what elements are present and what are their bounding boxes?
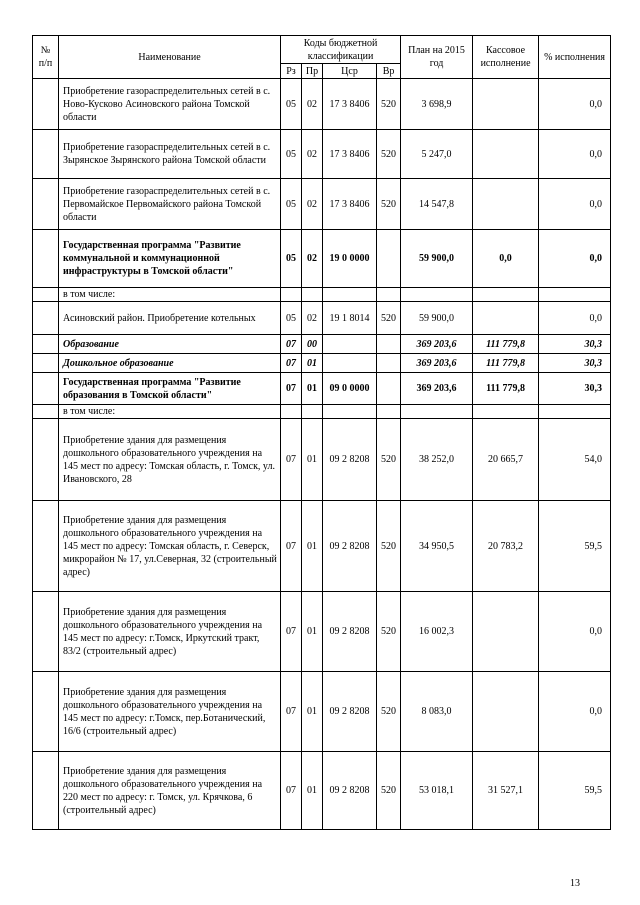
- cell-vr: 520: [377, 130, 401, 179]
- cell-name: в том числе:: [59, 405, 281, 419]
- cell-csr: [323, 405, 377, 419]
- header-pct: % исполнения: [539, 36, 611, 79]
- cell-pct: 0,0: [539, 79, 611, 130]
- cell-csr: 19 1 8014: [323, 302, 377, 335]
- header-pr: Пр: [302, 64, 323, 79]
- cell-plan: [401, 288, 473, 302]
- cell-num: [33, 373, 59, 405]
- cell-cash: 20 665,7: [473, 419, 539, 501]
- cell-plan: 59 900,0: [401, 230, 473, 288]
- cell-plan: 34 950,5: [401, 501, 473, 592]
- cell-rz: 07: [281, 501, 302, 592]
- cell-pr: 02: [302, 230, 323, 288]
- cell-vr: 520: [377, 79, 401, 130]
- cell-csr: 09 2 8208: [323, 419, 377, 501]
- cell-csr: 17 3 8406: [323, 79, 377, 130]
- cell-name: Приобретение газораспределительных сетей в с. Зырянское Зырянского района Томской области: [59, 130, 281, 179]
- cell-csr: 17 3 8406: [323, 130, 377, 179]
- cell-name: Государственная программа "Развитие коммунальной и коммунационной инфраструктуры в Томской области": [59, 230, 281, 288]
- table-row: [33, 419, 611, 501]
- cell-rz: 07: [281, 335, 302, 354]
- cell-plan: 3 698,9: [401, 79, 473, 130]
- cell-csr: [323, 335, 377, 354]
- cell-name: Государственная программа "Развитие образования в Томской области": [59, 373, 281, 405]
- cell-vr: 520: [377, 302, 401, 335]
- cell-rz: 07: [281, 419, 302, 501]
- cell-pct: 0,0: [539, 230, 611, 288]
- table-row: [33, 230, 611, 288]
- table-row: [33, 130, 611, 179]
- cell-cash: [473, 79, 539, 130]
- cell-vr: [377, 354, 401, 373]
- cell-pct: 0,0: [539, 130, 611, 179]
- cell-cash: 0,0: [473, 230, 539, 288]
- cell-num: [33, 672, 59, 752]
- cell-pr: 02: [302, 130, 323, 179]
- cell-rz: 05: [281, 302, 302, 335]
- cell-csr: 09 2 8208: [323, 752, 377, 830]
- cell-plan: 38 252,0: [401, 419, 473, 501]
- cell-rz: 07: [281, 354, 302, 373]
- cell-plan: 369 203,6: [401, 335, 473, 354]
- budget-table: [32, 35, 611, 830]
- table-row: [33, 752, 611, 830]
- cell-cash: [473, 302, 539, 335]
- cell-cash: [473, 179, 539, 230]
- cell-name: Приобретение здания для размещения дошкольного образовательного учреждения на 145 мест по адресу: г.Томск, Иркутский тракт, 83/2 (строительный адрес): [59, 592, 281, 672]
- cell-num: [33, 230, 59, 288]
- cell-vr: 520: [377, 752, 401, 830]
- cell-vr: 520: [377, 501, 401, 592]
- header-csr: Цср: [323, 64, 377, 79]
- header-codes: Коды бюджетной классификации: [281, 36, 401, 64]
- cell-rz: 07: [281, 592, 302, 672]
- cell-name: Образование: [59, 335, 281, 354]
- table-row: [33, 672, 611, 752]
- cell-vr: 520: [377, 179, 401, 230]
- cell-pct: 59,5: [539, 501, 611, 592]
- header-plan: План на 2015 год: [401, 36, 473, 79]
- cell-cash: [473, 672, 539, 752]
- cell-num: [33, 130, 59, 179]
- cell-pr: 01: [302, 592, 323, 672]
- cell-plan: 14 547,8: [401, 179, 473, 230]
- cell-csr: 09 2 8208: [323, 592, 377, 672]
- cell-pct: 30,3: [539, 354, 611, 373]
- table-row: [33, 302, 611, 335]
- cell-pct: 0,0: [539, 672, 611, 752]
- cell-rz: 05: [281, 230, 302, 288]
- cell-name: Приобретение здания для размещения дошкольного образовательного учреждения на 220 мест по адресу: г. Томск, ул. Крячкова, 6 (строительный адрес): [59, 752, 281, 830]
- header-rz: Рз: [281, 64, 302, 79]
- cell-pct: [539, 288, 611, 302]
- cell-pr: 00: [302, 335, 323, 354]
- cell-num: [33, 354, 59, 373]
- cell-vr: [377, 405, 401, 419]
- table-row: [33, 335, 611, 354]
- cell-cash: 111 779,8: [473, 354, 539, 373]
- cell-rz: 07: [281, 752, 302, 830]
- cell-name: Приобретение газораспределительных сетей в с. Первомайское Первомайского района Томской области: [59, 179, 281, 230]
- cell-plan: 369 203,6: [401, 373, 473, 405]
- cell-cash: 111 779,8: [473, 373, 539, 405]
- cell-vr: 520: [377, 592, 401, 672]
- cell-cash: [473, 405, 539, 419]
- cell-plan: 59 900,0: [401, 302, 473, 335]
- cell-pr: [302, 405, 323, 419]
- table-row: [33, 179, 611, 230]
- cell-name: Приобретение здания для размещения дошкольного образовательного учреждения на 145 мест по адресу: Томская область, г. Северск, микрорайон № 17, ул.Северная, 32 (строительный адрес): [59, 501, 281, 592]
- table-row: [33, 373, 611, 405]
- cell-vr: 520: [377, 419, 401, 501]
- cell-rz: 05: [281, 130, 302, 179]
- cell-vr: 520: [377, 672, 401, 752]
- cell-pr: 02: [302, 179, 323, 230]
- cell-cash: 31 527,1: [473, 752, 539, 830]
- cell-num: [33, 752, 59, 830]
- cell-plan: 5 247,0: [401, 130, 473, 179]
- cell-pct: [539, 405, 611, 419]
- cell-num: [33, 302, 59, 335]
- cell-pct: 30,3: [539, 335, 611, 354]
- cell-pr: 01: [302, 354, 323, 373]
- header-name: Наименование: [59, 36, 281, 79]
- page-number: 13: [570, 878, 580, 889]
- cell-pr: 01: [302, 752, 323, 830]
- cell-csr: 17 3 8406: [323, 179, 377, 230]
- cell-pr: 01: [302, 419, 323, 501]
- cell-csr: 09 0 0000: [323, 373, 377, 405]
- table-row: [33, 354, 611, 373]
- cell-name: Приобретение здания для размещения дошкольного образовательного учреждения на 145 мест по адресу: Томская область, г. Томск, ул. Ивановского, 28: [59, 419, 281, 501]
- cell-cash: [473, 592, 539, 672]
- cell-pct: 0,0: [539, 302, 611, 335]
- table-row: [33, 592, 611, 672]
- table-row: [33, 288, 611, 302]
- cell-pr: [302, 288, 323, 302]
- cell-cash: 111 779,8: [473, 335, 539, 354]
- cell-pr: 01: [302, 672, 323, 752]
- cell-rz: 07: [281, 373, 302, 405]
- table-row: [33, 501, 611, 592]
- cell-plan: 53 018,1: [401, 752, 473, 830]
- cell-num: [33, 405, 59, 419]
- cell-plan: 16 002,3: [401, 592, 473, 672]
- header-num: № п/п: [33, 36, 59, 79]
- cell-num: [33, 501, 59, 592]
- cell-vr: [377, 335, 401, 354]
- cell-num: [33, 592, 59, 672]
- cell-vr: [377, 373, 401, 405]
- header-cash: Кассовое исполнение: [473, 36, 539, 79]
- cell-plan: 8 083,0: [401, 672, 473, 752]
- table-row: [33, 79, 611, 130]
- cell-num: [33, 419, 59, 501]
- cell-name: Дошкольное образование: [59, 354, 281, 373]
- cell-csr: [323, 354, 377, 373]
- cell-pct: 59,5: [539, 752, 611, 830]
- header-vr: Вр: [377, 64, 401, 79]
- cell-name: в том числе:: [59, 288, 281, 302]
- cell-csr: 19 0 0000: [323, 230, 377, 288]
- cell-name: Асиновский район. Приобретение котельных: [59, 302, 281, 335]
- cell-rz: 05: [281, 79, 302, 130]
- cell-plan: 369 203,6: [401, 354, 473, 373]
- cell-csr: [323, 288, 377, 302]
- cell-num: [33, 335, 59, 354]
- table-row: [33, 405, 611, 419]
- cell-rz: [281, 288, 302, 302]
- cell-csr: 09 2 8208: [323, 672, 377, 752]
- cell-cash: [473, 288, 539, 302]
- cell-name: Приобретение газораспределительных сетей в с. Ново-Кусково Асиновского района Томской области: [59, 79, 281, 130]
- cell-cash: [473, 130, 539, 179]
- cell-name: Приобретение здания для размещения дошкольного образовательного учреждения на 145 мест по адресу: г.Томск, пер.Ботанический, 16/6 (строительный адрес): [59, 672, 281, 752]
- cell-pr: 02: [302, 302, 323, 335]
- cell-pct: 54,0: [539, 419, 611, 501]
- table-body: [33, 79, 611, 830]
- cell-csr: 09 2 8208: [323, 501, 377, 592]
- cell-num: [33, 79, 59, 130]
- cell-pr: 01: [302, 373, 323, 405]
- cell-pct: 0,0: [539, 179, 611, 230]
- cell-pct: 0,0: [539, 592, 611, 672]
- cell-pr: 01: [302, 501, 323, 592]
- cell-pct: 30,3: [539, 373, 611, 405]
- cell-vr: [377, 288, 401, 302]
- cell-num: [33, 288, 59, 302]
- cell-pr: 02: [302, 79, 323, 130]
- cell-cash: 20 783,2: [473, 501, 539, 592]
- cell-plan: [401, 405, 473, 419]
- cell-num: [33, 179, 59, 230]
- cell-rz: 05: [281, 179, 302, 230]
- cell-rz: [281, 405, 302, 419]
- cell-vr: [377, 230, 401, 288]
- cell-rz: 07: [281, 672, 302, 752]
